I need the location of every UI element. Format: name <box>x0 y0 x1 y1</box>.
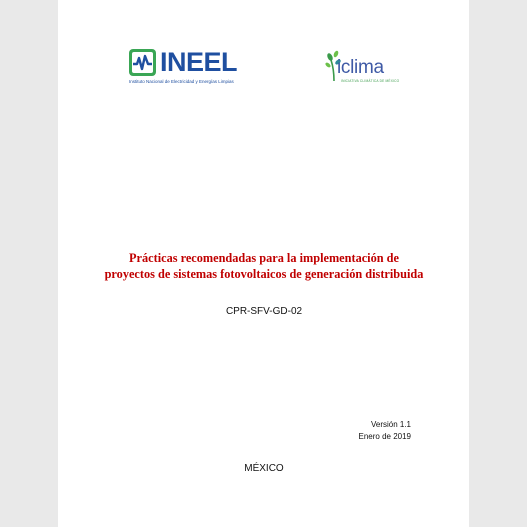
ineel-logo-wordmark: INEEL <box>160 47 238 77</box>
iclima-logo <box>325 50 405 86</box>
ineel-wave-icon <box>129 49 156 76</box>
document-country: MÉXICO <box>244 463 284 474</box>
document-date: Enero de 2019 <box>358 432 411 441</box>
iclima-logo-wordmark: iclima <box>337 57 384 78</box>
ineel-logo-subtitle: Instituto Nacional de Electricidad y Energías Limpias <box>129 79 234 84</box>
document-code: CPR-SFV-GD-02 <box>225 306 303 317</box>
viewer-margin-left <box>0 0 58 527</box>
document-version: Versión 1.1 <box>370 420 411 429</box>
document-title: Prácticas recomendadas para la implementación de proyectos de sistemas fotovoltaicos de generación distribuida <box>104 251 424 281</box>
iclima-logo-subtitle: INICIATIVA CLIMÁTICA DE MÉXICO <box>341 79 400 83</box>
document-page <box>58 0 469 527</box>
viewer-margin-right <box>469 0 527 527</box>
ineel-logo <box>129 49 299 89</box>
